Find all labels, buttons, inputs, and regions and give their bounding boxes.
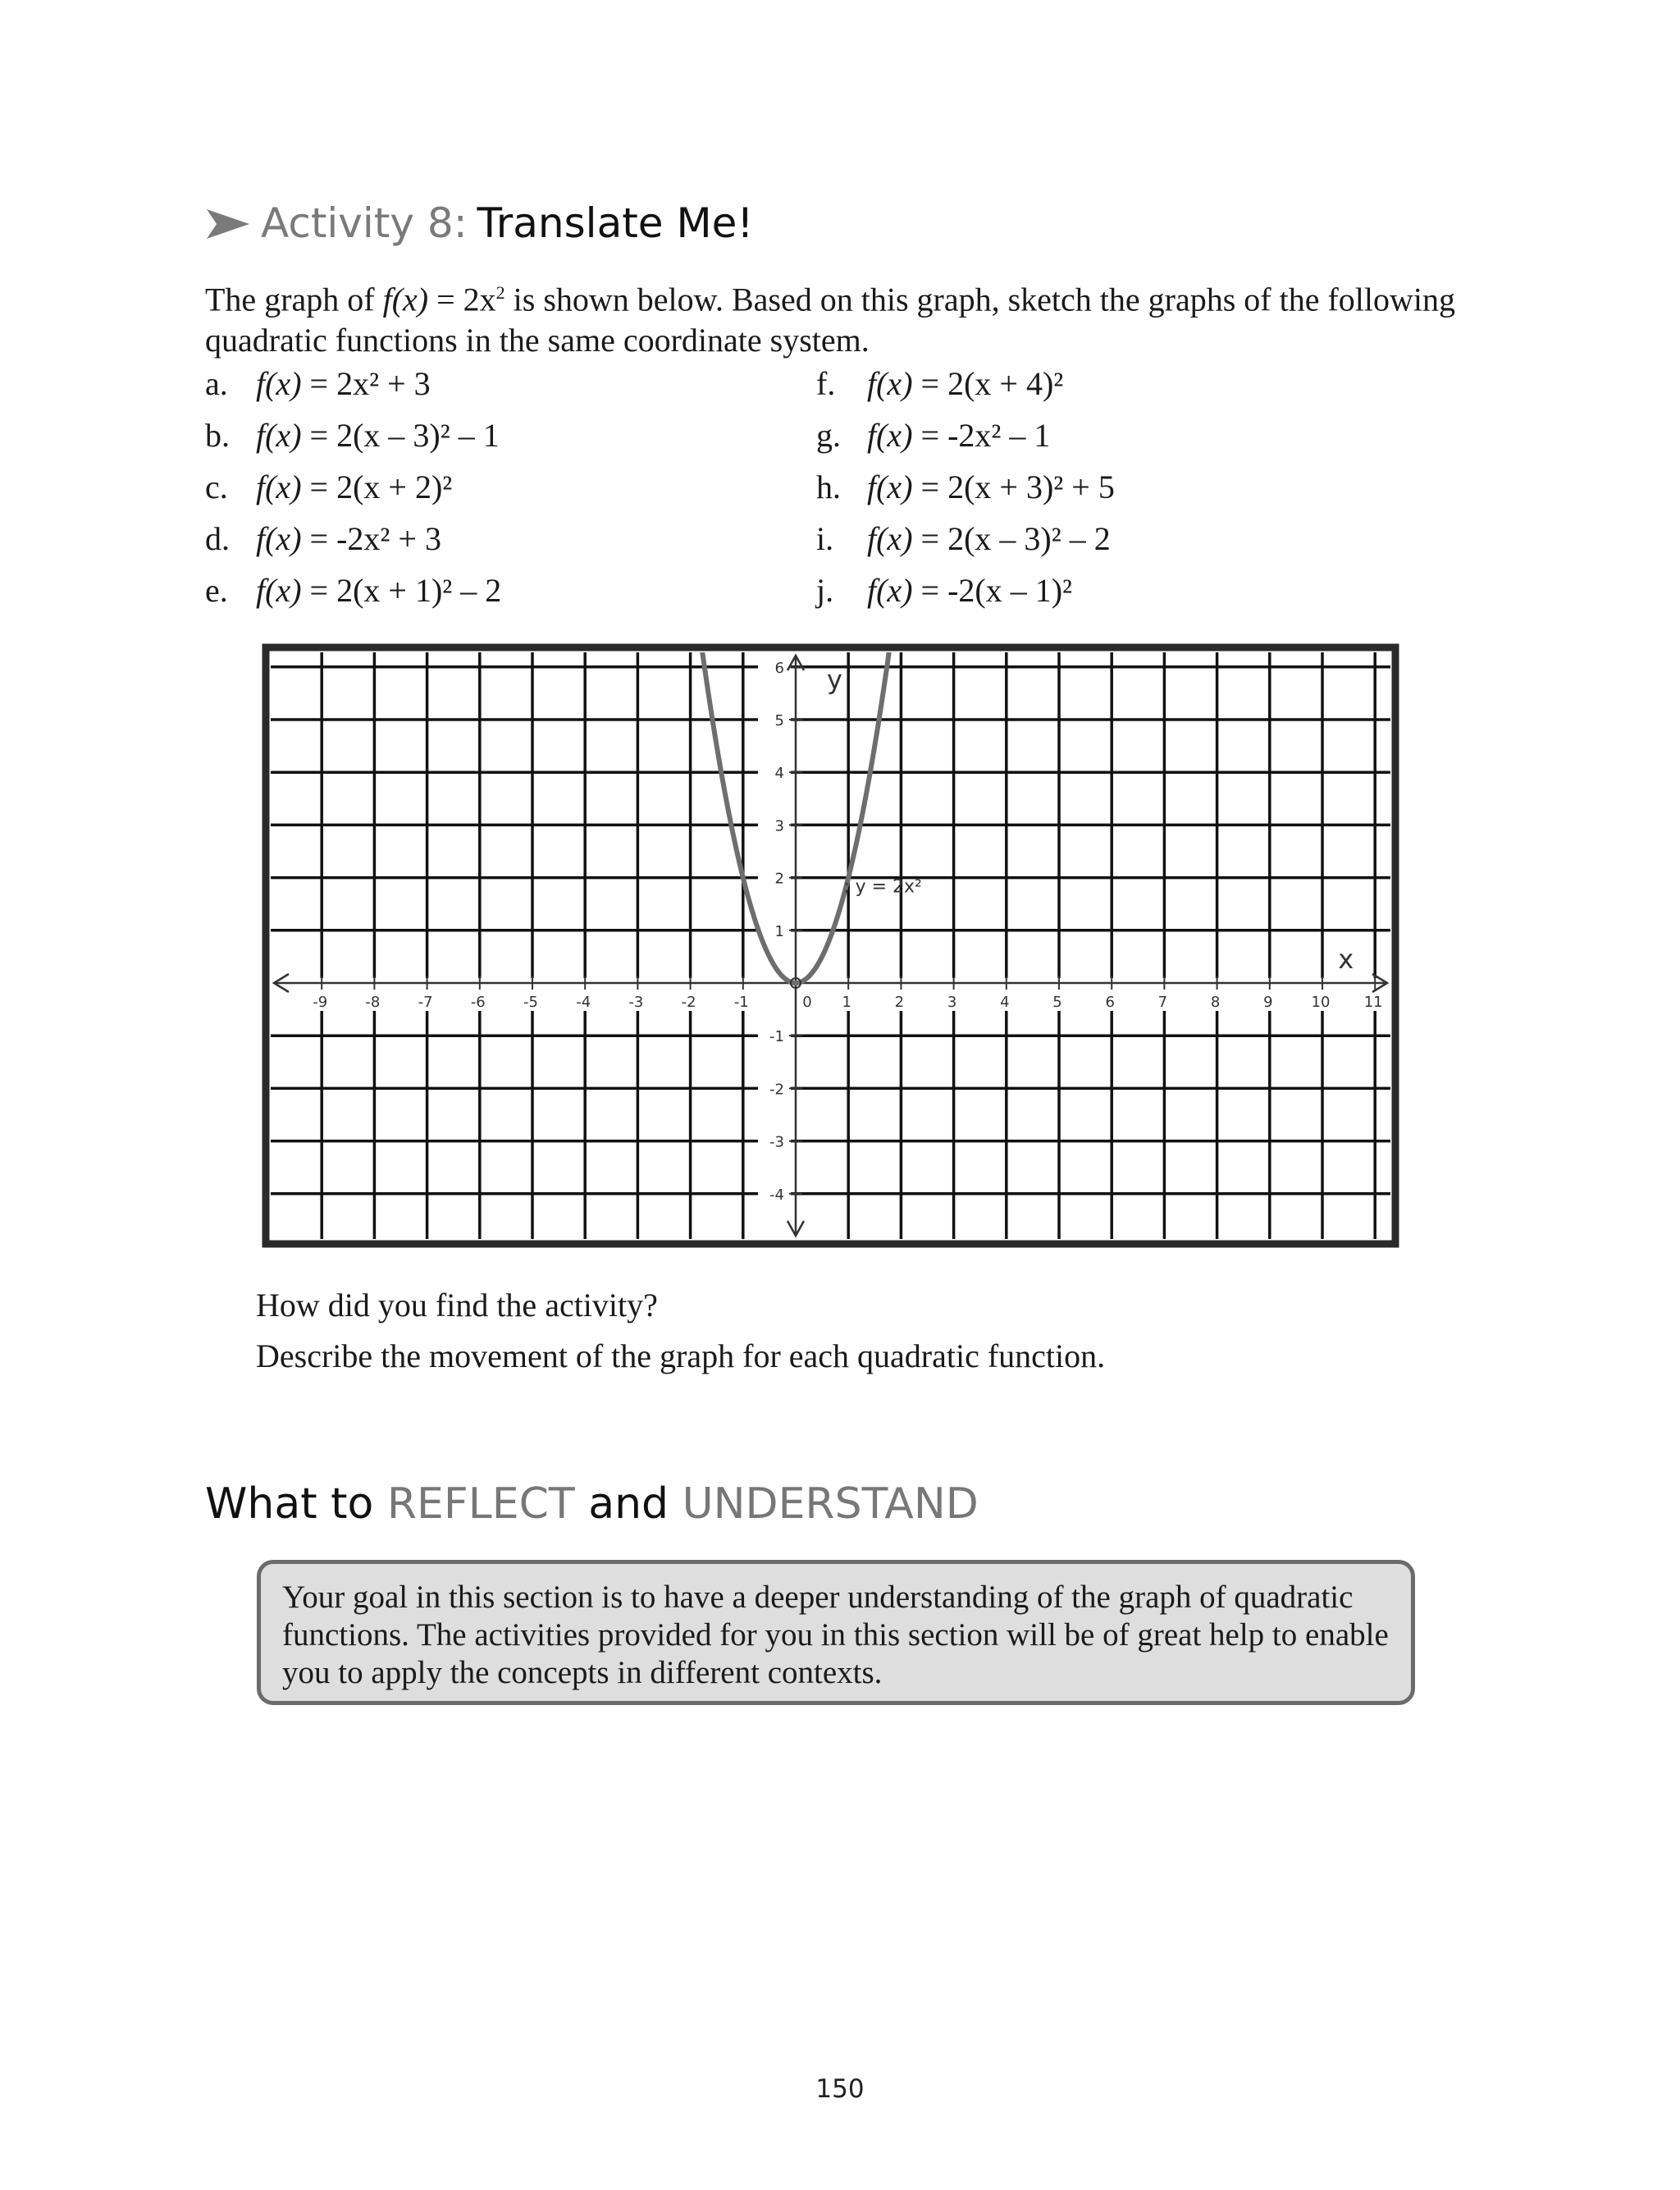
x-tick-label: 6 xyxy=(1105,994,1115,1011)
function-item xyxy=(205,519,441,560)
chart-frame xyxy=(266,647,1395,1244)
item-fx: f(x) xyxy=(256,417,302,454)
x-tick-label: 11 xyxy=(1363,994,1383,1011)
x-tick-label: 1 xyxy=(842,994,851,1011)
y-tick-label: 6 xyxy=(774,659,784,677)
item-expression: = 2x² + 3 xyxy=(301,365,431,402)
x-tick-label: -8 xyxy=(365,994,381,1011)
function-item xyxy=(816,415,1050,456)
item-letter: d. xyxy=(205,520,230,557)
item-expression: = -2x² + 3 xyxy=(301,520,441,557)
section-heading-part: and xyxy=(574,1479,682,1529)
intro-text-start: The graph of xyxy=(205,281,383,318)
x-tick-label: 7 xyxy=(1157,994,1168,1011)
y-tick-label: 5 xyxy=(774,712,784,729)
x-tick-label: -9 xyxy=(313,994,328,1011)
item-expression: = -2x² – 1 xyxy=(912,417,1051,454)
item-letter: a. xyxy=(205,365,228,402)
item-letter: e. xyxy=(205,572,228,609)
item-fx: f(x) xyxy=(256,469,302,505)
intro-text-end: is shown below. Based on this graph, sketch the graphs of the following quadratic functions in the same coordinate system. xyxy=(205,281,1456,359)
intro-exponent: 2 xyxy=(495,282,505,303)
item-expression: = 2(x – 3)² – 1 xyxy=(301,417,500,454)
item-letter: i. xyxy=(816,520,834,557)
question-1: How did you find the activity? xyxy=(256,1287,658,1324)
function-item xyxy=(816,467,1115,508)
item-expression: = 2(x + 3)² + 5 xyxy=(912,469,1115,505)
section-heading-part: What to xyxy=(205,1479,387,1529)
section-heading xyxy=(205,1479,979,1529)
x-tick-label: -3 xyxy=(628,994,644,1011)
question-2: Describe the movement of the graph for each quadratic function. xyxy=(256,1337,1106,1374)
x-tick-label: -2 xyxy=(681,994,696,1011)
function-item xyxy=(205,415,500,456)
item-fx: f(x) xyxy=(867,365,913,402)
item-fx: f(x) xyxy=(256,520,302,557)
x-tick-label: -5 xyxy=(523,994,538,1011)
goal-box: Your goal in this section is to have a deeper understanding of the graph of quadratic functions. The activities provided for you in this section will be of great help to enable you to apply the concepts in different contexts. xyxy=(257,1560,1415,1705)
item-expression: = 2(x + 4)² xyxy=(912,365,1064,402)
function-item xyxy=(816,363,1063,405)
y-tick-label: -4 xyxy=(769,1186,784,1204)
activity-heading xyxy=(207,199,753,257)
page-number: 150 xyxy=(815,2074,865,2104)
x-tick-label: -4 xyxy=(576,994,591,1011)
section-heading-reflect: REFLECT xyxy=(386,1479,575,1529)
y-tick-label: 4 xyxy=(774,765,784,783)
x-tick-label: 0 xyxy=(802,994,812,1011)
x-tick-label: -7 xyxy=(418,994,433,1011)
y-tick-label: 3 xyxy=(774,817,784,835)
coordinate-graph xyxy=(261,642,1400,1249)
x-tick-label: -1 xyxy=(733,994,749,1011)
section-heading-understand: UNDERSTAND xyxy=(682,1479,979,1529)
function-item xyxy=(205,363,431,405)
x-tick-label: 3 xyxy=(947,994,957,1011)
item-letter: f. xyxy=(816,365,836,402)
item-fx: f(x) xyxy=(867,417,913,454)
graph-svg xyxy=(261,642,1400,1249)
item-letter: g. xyxy=(816,417,841,454)
item-fx: f(x) xyxy=(867,572,913,609)
item-expression: = 2(x + 1)² – 2 xyxy=(301,572,502,609)
y-tick-label: -2 xyxy=(769,1081,784,1099)
item-letter: c. xyxy=(205,469,228,505)
item-fx: f(x) xyxy=(256,365,302,402)
function-item xyxy=(205,570,501,611)
function-item xyxy=(205,467,452,508)
y-axis-label: y xyxy=(827,664,842,696)
x-tick-label: 10 xyxy=(1311,994,1331,1011)
x-tick-label: -6 xyxy=(470,994,486,1011)
curve-annotation-label: : y = 2x² xyxy=(843,876,922,898)
item-fx: f(x) xyxy=(867,469,913,505)
item-expression: = 2(x + 2)² xyxy=(301,469,453,505)
activity-title: Translate Me! xyxy=(477,199,754,247)
x-tick-label: 5 xyxy=(1052,994,1062,1011)
y-tick-label: -1 xyxy=(769,1028,784,1046)
function-item xyxy=(816,519,1111,560)
x-tick-label: 8 xyxy=(1210,994,1221,1011)
intro-equation: = 2x xyxy=(428,281,496,318)
item-letter: j. xyxy=(816,572,834,609)
activity-label: Activity 8: xyxy=(261,199,468,247)
intro-fx: f(x) xyxy=(382,281,429,318)
item-fx: f(x) xyxy=(256,572,302,609)
x-tick-label: 2 xyxy=(894,994,905,1011)
x-axis-label: x xyxy=(1338,944,1354,975)
item-fx: f(x) xyxy=(867,520,913,557)
x-tick-label: 4 xyxy=(1000,994,1010,1011)
item-letter: h. xyxy=(816,469,841,505)
y-tick-label: 1 xyxy=(774,922,784,940)
y-tick-label: -3 xyxy=(769,1133,784,1151)
item-expression: = 2(x – 3)² – 2 xyxy=(912,520,1111,557)
function-item xyxy=(816,570,1072,611)
item-expression: = -2(x – 1)² xyxy=(912,572,1073,609)
arrow-bullet-icon xyxy=(207,208,249,240)
item-letter: b. xyxy=(205,417,230,454)
x-tick-label: 9 xyxy=(1263,994,1273,1011)
y-tick-label: 2 xyxy=(774,870,784,888)
intro-paragraph xyxy=(205,272,1518,361)
